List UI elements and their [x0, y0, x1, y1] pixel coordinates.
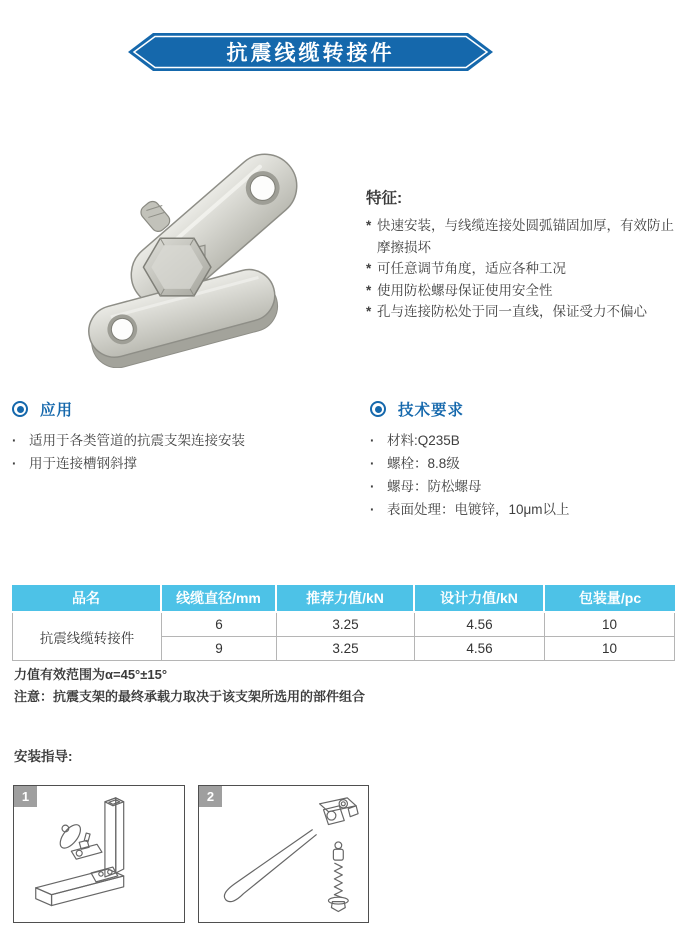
- installation-heading: 安装指导:: [14, 749, 73, 764]
- tech-requirements-list: [370, 429, 682, 521]
- bullet-dot-icon: ·: [12, 433, 17, 448]
- table-row: [12, 613, 675, 637]
- swivel-adapter-illustration: [62, 140, 340, 368]
- table-header-cell: 品名: [12, 585, 162, 613]
- list-item: [370, 498, 682, 521]
- table-cell: 10: [545, 637, 675, 661]
- bullet-dot-icon: ·: [370, 433, 375, 448]
- application-section: [12, 398, 360, 475]
- feature-item: [366, 301, 684, 323]
- tech-requirements-heading: 技术要求: [398, 402, 465, 419]
- note-warning: 注意：抗震支架的最终承载力取决于该支架所选用的部件组合: [14, 689, 366, 704]
- table-cell: 3.25: [277, 637, 415, 661]
- table-cell: 9: [162, 637, 277, 661]
- features-heading: 特征:: [366, 190, 403, 207]
- donut-circle-icon: [12, 401, 28, 417]
- table-header-cell: 推荐力值/kN: [277, 585, 415, 613]
- install-step2-diagram: [199, 786, 368, 922]
- list-item: [370, 452, 682, 475]
- install-step-box-1: [13, 785, 185, 923]
- table-cell: 3.25: [277, 613, 415, 637]
- donut-circle-icon: [370, 401, 386, 417]
- feature-text: 快速安装，与线缆连接处圆弧锚固加厚，有效防止摩擦损坏: [377, 218, 674, 255]
- page-title: 抗震线缆转接件: [226, 42, 395, 65]
- list-item: [370, 475, 682, 498]
- table-header-row: [12, 585, 675, 613]
- install-step1-diagram: [14, 786, 184, 922]
- table-notes: [14, 664, 365, 708]
- install-step-box-2: [198, 785, 369, 923]
- tech-requirements-section: [370, 398, 682, 521]
- application-text: 用于连接槽钢斜撑: [29, 456, 137, 471]
- bullet-asterisk-icon: *: [366, 282, 372, 298]
- bullet-dot-icon: ·: [370, 479, 375, 494]
- feature-text: 可任意调节角度，适应各种工况: [377, 261, 566, 277]
- table-cell: 4.56: [415, 637, 545, 661]
- feature-item: [366, 280, 684, 302]
- list-item: [370, 429, 682, 452]
- list-item: [12, 452, 360, 475]
- table-cell: 6: [162, 613, 277, 637]
- feature-text: 孔与连接防松处于同一直线，保证受力不偏心: [377, 304, 647, 320]
- table-header-cell: 包装量/pc: [545, 585, 675, 613]
- application-text: 适用于各类管道的抗震支架连接安装: [29, 433, 245, 448]
- tech-text: 材料:Q235B: [387, 433, 460, 448]
- list-item: [12, 429, 360, 452]
- step-number-badge: 2: [199, 786, 222, 807]
- application-heading: 应用: [40, 402, 74, 419]
- table-header-cell: 线缆直径/mm: [162, 585, 277, 613]
- bullet-dot-icon: ·: [370, 502, 375, 517]
- feature-item: [366, 215, 684, 258]
- step-number-badge: 1: [14, 786, 37, 807]
- bullet-asterisk-icon: *: [366, 261, 372, 277]
- application-header: [12, 398, 360, 420]
- feature-text: 使用防松螺母保证使用安全性: [377, 282, 553, 298]
- table-cell: 10: [545, 613, 675, 637]
- note-force-range: 力值有效范围为α=45°±15°: [14, 667, 168, 682]
- bullet-asterisk-icon: *: [366, 304, 372, 320]
- application-list: [12, 429, 360, 475]
- bullet-dot-icon: ·: [370, 456, 375, 471]
- tech-requirements-header: [370, 398, 682, 420]
- product-image: [62, 140, 340, 368]
- tech-text: 螺母：防松螺母: [387, 479, 482, 494]
- feature-item: [366, 258, 684, 280]
- table-header-cell: 设计力值/kN: [415, 585, 545, 613]
- bullet-dot-icon: ·: [12, 456, 17, 471]
- tech-text: 表面处理：电镀锌，10μm以上: [387, 502, 570, 517]
- product-name-cell: 抗震线缆转接件: [12, 613, 162, 661]
- bullet-asterisk-icon: *: [366, 218, 372, 233]
- features-section: [366, 186, 684, 323]
- title-banner: [128, 33, 493, 71]
- tech-text: 螺栓：8.8级: [387, 456, 460, 471]
- spec-table: [12, 585, 675, 661]
- table-cell: 4.56: [415, 613, 545, 637]
